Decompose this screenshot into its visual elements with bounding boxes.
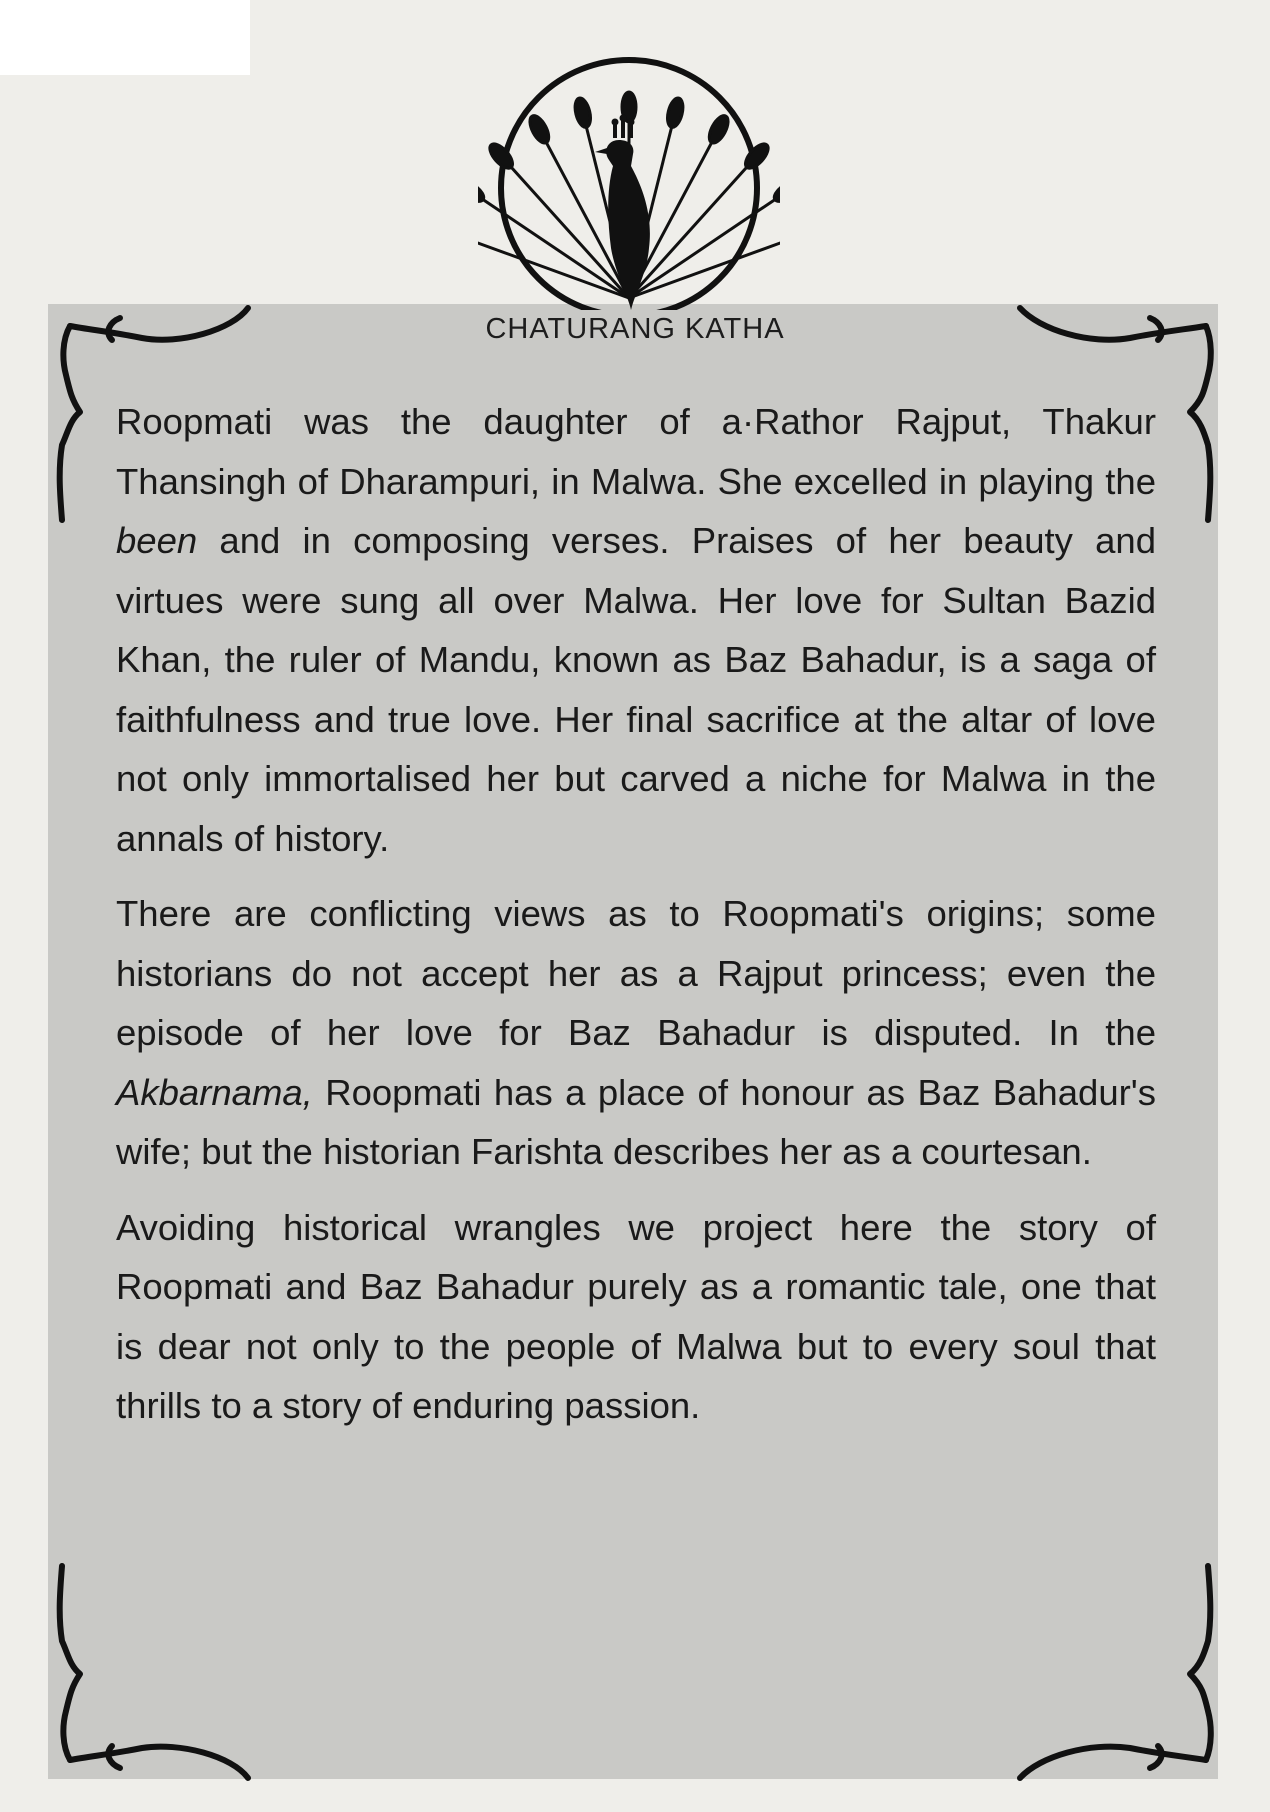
- feather-eye: [665, 96, 686, 128]
- paragraph-1-part-3: and in composing verses. Praises of her beauty and virtues were sung all over Malwa. Her love for Sultan Bazid Khan, the ruler of Mandu, known as Baz Bahadur, is a saga of faithfulness and true love. Her final sacrifice at the altar of love not only immortalised her but carved a niche for Malwa in the annals of history.: [116, 520, 1156, 859]
- peacock-emblem-icon: [478, 48, 780, 310]
- feather-eye: [705, 113, 731, 146]
- feather-eye: [526, 113, 552, 146]
- feather-stem: [629, 228, 780, 298]
- story-text: [116, 392, 1156, 1452]
- paragraph-2-part-1: There are conflicting views as to Roopmati's origins; some historians do not accept her as a Rajput princess; even the episode of her love for Baz Bahadur is disputed. In the: [116, 893, 1156, 1053]
- paragraph-3-part-1: Avoiding historical wrangles we project here the story of Roopmati and Baz Bahadur purely as a romantic tale, one that is dear not only to the people of Malwa but to every soul that thrills to a story of enduring passion.: [116, 1206, 1156, 1426]
- torn-corner: [0, 0, 250, 75]
- paragraph-1-part-1: Roopmati was the daughter of a·Rathor Rajput, Thakur Thansingh of Dharampuri, in Malwa. She excelled in playing the: [116, 401, 1156, 502]
- paragraph-2: [116, 884, 1156, 1182]
- paragraph-1-italic-term: been: [116, 520, 198, 561]
- paragraph-2-part-3: Roopmati has a place of honour as Baz Bahadur's wife; but the historian Farishta describes her as a courtesan.: [116, 1071, 1156, 1172]
- paragraph-1: [116, 392, 1156, 868]
- feather-eye: [486, 140, 516, 172]
- feather-stem: [478, 228, 629, 298]
- paragraph-3: [116, 1198, 1156, 1436]
- section-heading: CHATURANG KATHA: [485, 313, 785, 345]
- feather-eye: [742, 140, 772, 172]
- paragraph-2-italic-term: Akbarnama,: [116, 1071, 313, 1113]
- feather-eye: [572, 96, 593, 128]
